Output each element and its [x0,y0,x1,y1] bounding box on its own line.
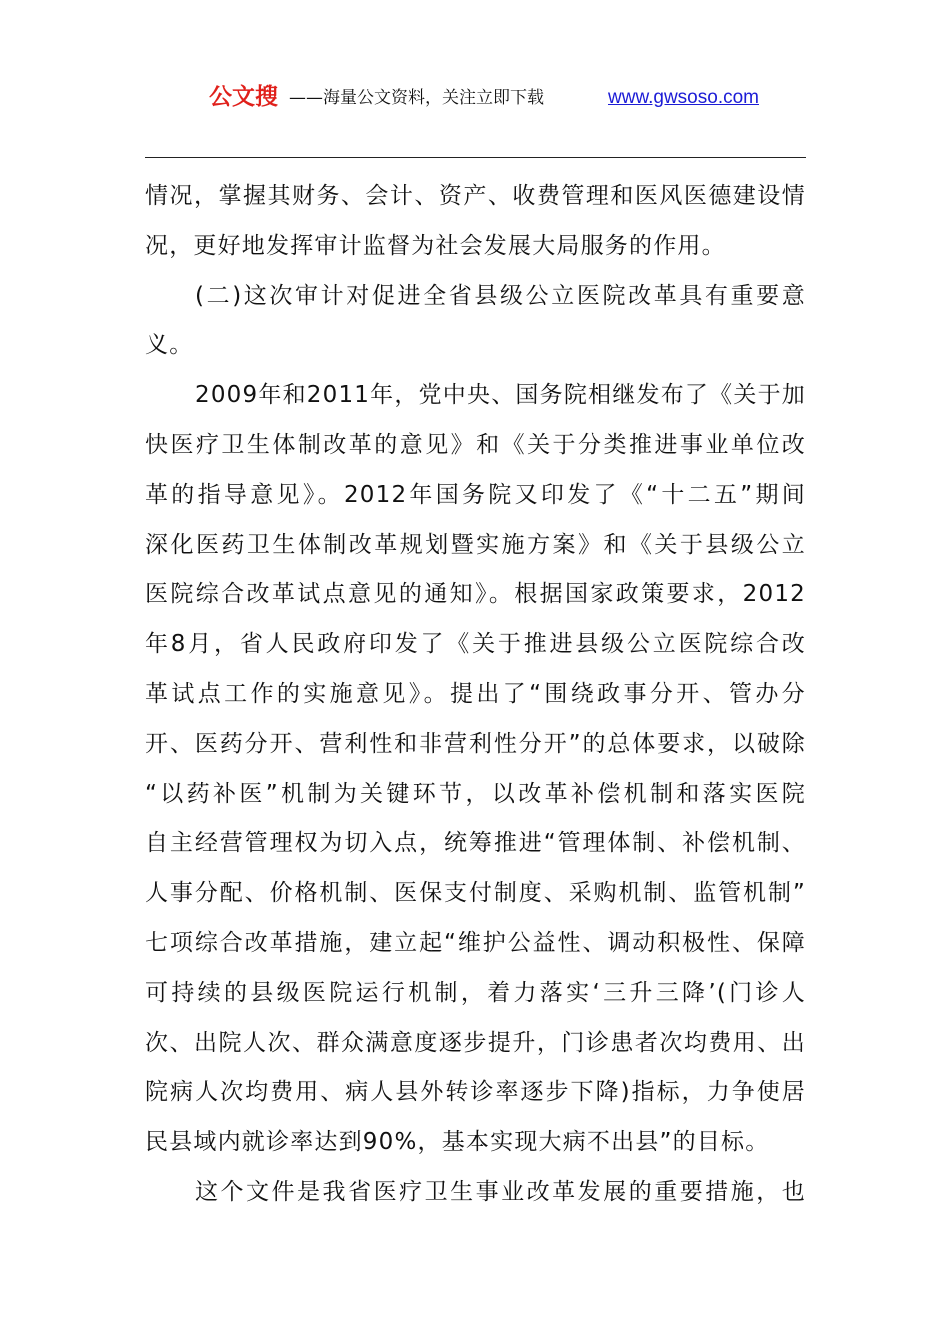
text-line: 七项综合改革措施，建立起“维护公益性、调动积极性、保障 [145,929,806,956]
header-divider [145,157,806,158]
text-line: 情况，掌握其财务、会计、资产、收费管理和医风医德建设情 [145,183,806,209]
page-header [0,82,950,118]
website-link[interactable]: www.gwsoso.com [608,87,759,108]
text-line: 年8月，省人民政府印发了《关于推进县级公立医院综合改 [145,631,806,658]
text-line: 可持续的县级医院运行机制，着力落实‘三升三降’(门诊人 [145,979,806,1006]
text-line: 民县域内就诊率达到90%，基本实现大病不出县”的目标。 [145,1129,770,1156]
text-line: 快医疗卫生体制改革的意见》和《关于分类推进事业单位改 [145,431,806,458]
text-line: 革试点工作的实施意见》。提出了“围绕政事分开、管办分 [145,680,806,707]
text-line: 自主经营管理权为切入点，统筹推进“管理体制、补偿机制、 [145,830,806,857]
section-heading-line: 义。 [145,332,194,359]
section-heading-line: (二)这次审计对促进全省县级公立医院改革具有重要意 [195,282,806,309]
text-line: 医院综合改革试点意见的通知》。根据国家政策要求，2012 [145,581,806,608]
text-line: 2009年和2011年，党中央、国务院相继发布了《关于加 [195,382,806,409]
text-line: 次、出院人次、群众满意度逐步提升，门诊患者次均费用、出 [145,1029,806,1056]
text-line: 深化医药卫生体制改革规划暨实施方案》和《关于县级公立 [145,531,806,558]
header-tagline: ——海量公文资料，关注立即下载 [289,88,544,108]
text-line: 院病人次均费用、病人县外转诊率逐步下降)指标，力争使居 [145,1079,806,1106]
text-line: 况，更好地发挥审计监督为社会发展大局服务的作用。 [145,232,726,259]
brand-logo-text[interactable]: 公文搜 [209,84,278,110]
text-line: 开、医药分开、营利性和非营利性分开”的总体要求，以破除 [145,730,806,757]
text-line: 人事分配、价格机制、医保支付制度、采购机制、监管机制” [145,880,806,907]
document-body [145,172,806,1218]
text-line: 革的指导意见》。2012年国务院又印发了《“十二五”期间 [145,481,806,508]
text-line: 这个文件是我省医疗卫生事业改革发展的重要措施，也 [195,1178,806,1205]
text-line: “以药补医”机制为关键环节，以改革补偿机制和落实医院 [145,780,806,807]
